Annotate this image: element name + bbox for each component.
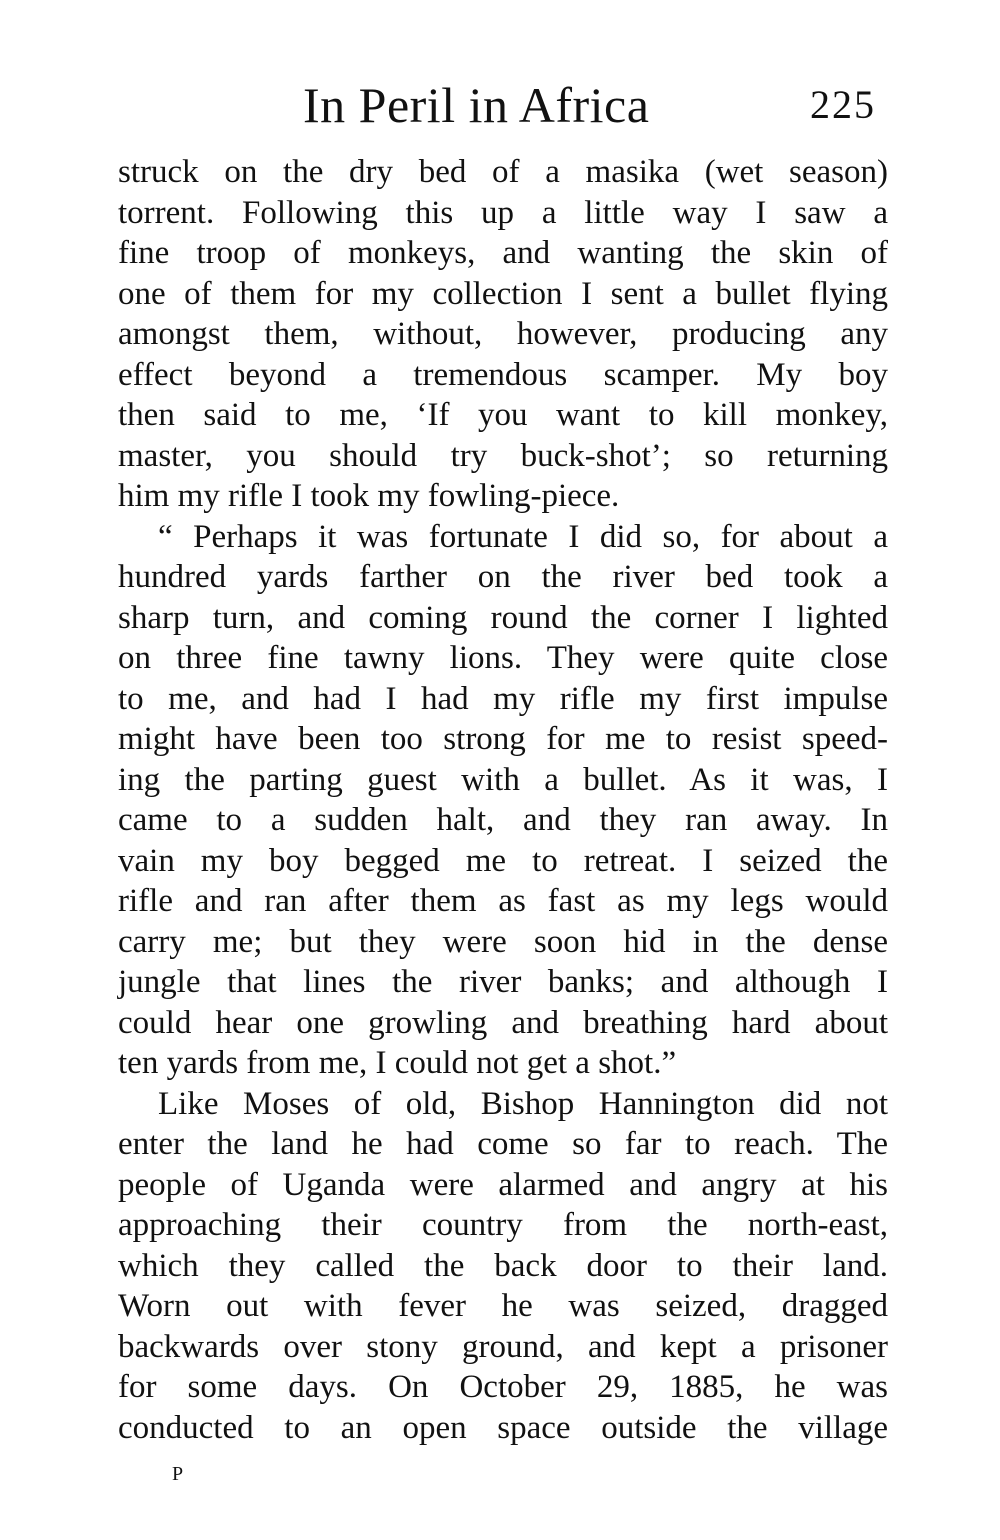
text-line: people of Uganda were alarmed and angry at his xyxy=(118,1166,888,1203)
text-line: backwards over stony ground, and kept a prisoner xyxy=(118,1328,888,1365)
text-line: approaching their country from the north-east, xyxy=(118,1207,888,1243)
text-line: ten yards from me, I could not get a shot.” xyxy=(118,1045,677,1081)
text-line: to me, and had I had my rifle my first impulse xyxy=(118,680,888,717)
text-line: torrent. Following this up a little way I saw a xyxy=(118,194,888,231)
text-line: Like Moses of old, Bishop Hannington did not xyxy=(158,1085,888,1122)
text-line: then said to me, ‘If you want to kill monkey, xyxy=(118,397,888,433)
text-line: fine troop of monkeys, and wanting the skin of xyxy=(118,235,888,271)
text-line: vain my boy begged me to retreat. I seized the xyxy=(118,842,888,879)
text-line: ing the parting guest with a bullet. As it was, I xyxy=(118,761,888,798)
text-line: for some days. On October 29, 1885, he was xyxy=(118,1369,888,1405)
text-line: jungle that lines the river banks; and although I xyxy=(118,964,888,1000)
text-line: enter the land he had come so far to reach. The xyxy=(118,1126,888,1162)
text-line: sharp turn, and coming round the corner I lighted xyxy=(118,599,888,636)
text-line: effect beyond a tremendous scamper. My boy xyxy=(118,356,888,393)
text-line: rifle and ran after them as fast as my legs would xyxy=(118,883,888,919)
text-line: came to a sudden halt, and they ran away. In xyxy=(118,802,888,838)
text-line: on three fine tawny lions. They were quite close xyxy=(118,640,888,676)
text-line: struck on the dry bed of a masika (wet season) xyxy=(118,154,888,190)
text-line: Worn out with fever he was seized, dragged xyxy=(118,1288,888,1324)
running-head xyxy=(0,70,1000,140)
page-body xyxy=(118,152,888,1448)
text-line: master, you should try buck-shot’; so returning xyxy=(118,437,888,474)
text-line: amongst them, without, however, producing any xyxy=(118,316,888,352)
signature-mark: P xyxy=(172,1463,185,1485)
text-line: one of them for my collection I sent a bullet flying xyxy=(118,275,888,312)
text-line: hundred yards farther on the river bed took a xyxy=(118,559,888,595)
text-line: which they called the back door to their land. xyxy=(118,1247,888,1284)
text-line: might have been too strong for me to resist speed- xyxy=(118,721,888,757)
running-title: In Peril in Africa xyxy=(303,77,650,133)
text-line: him my rifle I took my fowling-piece. xyxy=(118,478,620,514)
text-line: could hear one growling and breathing hard about xyxy=(118,1004,888,1041)
text-line: “ Perhaps it was fortunate I did so, for about a xyxy=(158,518,888,555)
text-line: conducted to an open space outside the village xyxy=(118,1409,888,1446)
text-line: carry me; but they were soon hid in the dense xyxy=(118,923,888,960)
page-number: 225 xyxy=(810,82,876,127)
